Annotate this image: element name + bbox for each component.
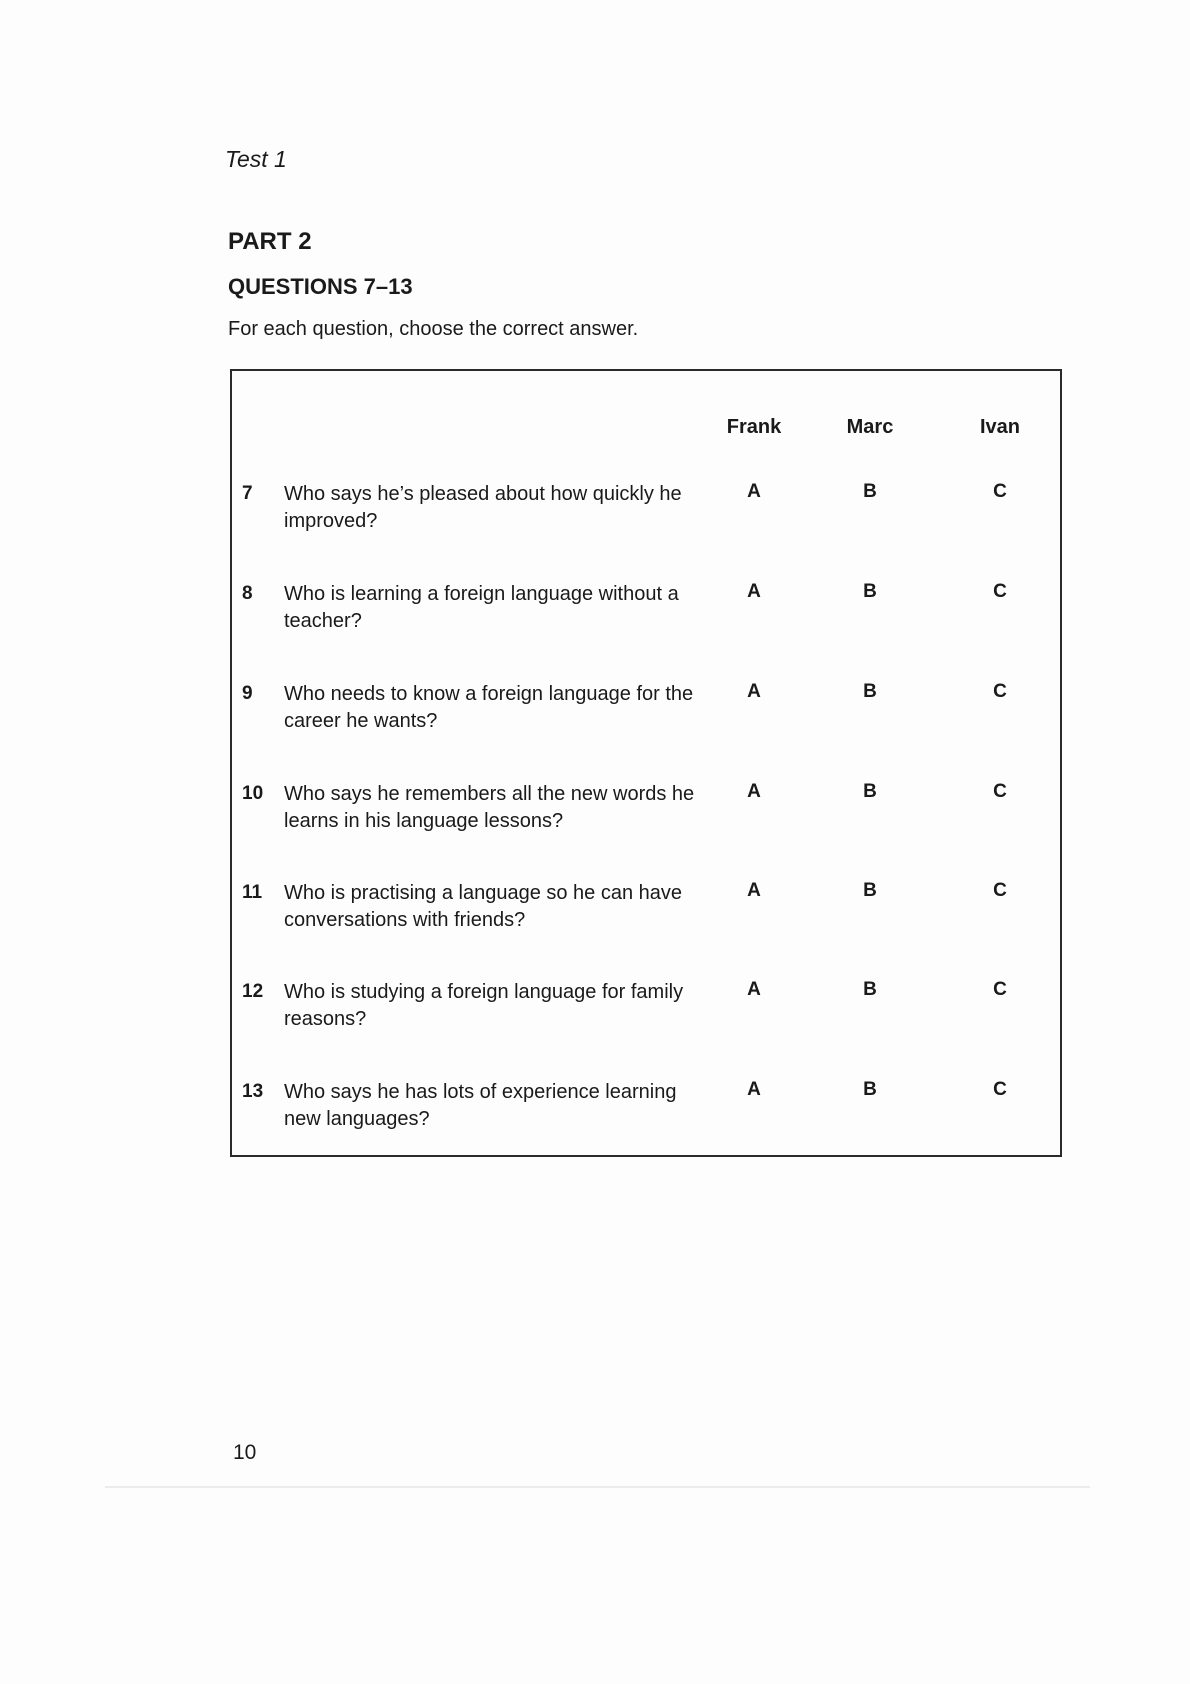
option-a[interactable]: A <box>747 1079 761 1100</box>
question-number: 7 <box>242 483 253 504</box>
questions-box <box>230 369 1062 1157</box>
question-text: Who is studying a foreign language for family reasons? <box>284 981 684 1030</box>
question-number: 12 <box>242 981 264 1002</box>
option-b[interactable]: B <box>863 681 877 702</box>
test-label: Test 1 <box>225 146 287 172</box>
option-b[interactable]: B <box>863 481 877 502</box>
option-b[interactable]: B <box>863 880 877 901</box>
question-number: 9 <box>242 683 253 704</box>
option-c[interactable]: C <box>993 1079 1007 1100</box>
question-row-10 <box>232 783 1060 843</box>
option-b[interactable]: B <box>863 979 877 1000</box>
column-header-frank: Frank <box>726 416 782 438</box>
option-a[interactable]: A <box>747 880 761 901</box>
question-text: Who says he remembers all the new words he learns in his language lessons? <box>284 783 695 832</box>
option-c[interactable]: C <box>993 880 1007 901</box>
page-number: 10 <box>233 1441 257 1464</box>
option-a[interactable]: A <box>747 481 761 502</box>
question-text: Who says he has lots of experience learning new languages? <box>284 1081 677 1130</box>
option-a[interactable]: A <box>747 979 761 1000</box>
option-c[interactable]: C <box>993 681 1007 702</box>
instructions: For each question, choose the correct answer. <box>228 318 639 340</box>
part-title: PART 2 <box>228 228 312 255</box>
option-c[interactable]: C <box>993 481 1007 502</box>
option-b[interactable]: B <box>863 1079 877 1100</box>
question-text: Who says he’s pleased about how quickly he improved? <box>284 483 682 532</box>
page-bottom-edge <box>105 1486 1090 1488</box>
question-row-8 <box>232 583 1060 643</box>
question-row-7 <box>232 483 1060 543</box>
question-row-13 <box>232 1081 1060 1141</box>
question-number: 13 <box>242 1081 264 1102</box>
option-a[interactable]: A <box>747 581 761 602</box>
option-c[interactable]: C <box>993 781 1007 802</box>
question-row-9 <box>232 683 1060 743</box>
question-number: 8 <box>242 583 253 604</box>
question-text: Who needs to know a foreign language for the career he wants? <box>284 683 694 732</box>
question-text: Who is learning a foreign language without a teacher? <box>284 583 679 632</box>
option-a[interactable]: A <box>747 781 761 802</box>
question-number: 10 <box>242 783 264 804</box>
column-header-ivan: Ivan <box>979 416 1021 438</box>
question-number: 11 <box>242 882 263 903</box>
question-row-11 <box>232 882 1060 942</box>
column-header-marc: Marc <box>846 416 894 438</box>
question-text: Who is practising a language so he can have conversations with friends? <box>284 882 683 931</box>
option-b[interactable]: B <box>863 581 877 602</box>
option-c[interactable]: C <box>993 581 1007 602</box>
option-a[interactable]: A <box>747 681 761 702</box>
questions-range-title: QUESTIONS 7–13 <box>228 274 413 299</box>
option-c[interactable]: C <box>993 979 1007 1000</box>
question-row-12 <box>232 981 1060 1041</box>
option-b[interactable]: B <box>863 781 877 802</box>
